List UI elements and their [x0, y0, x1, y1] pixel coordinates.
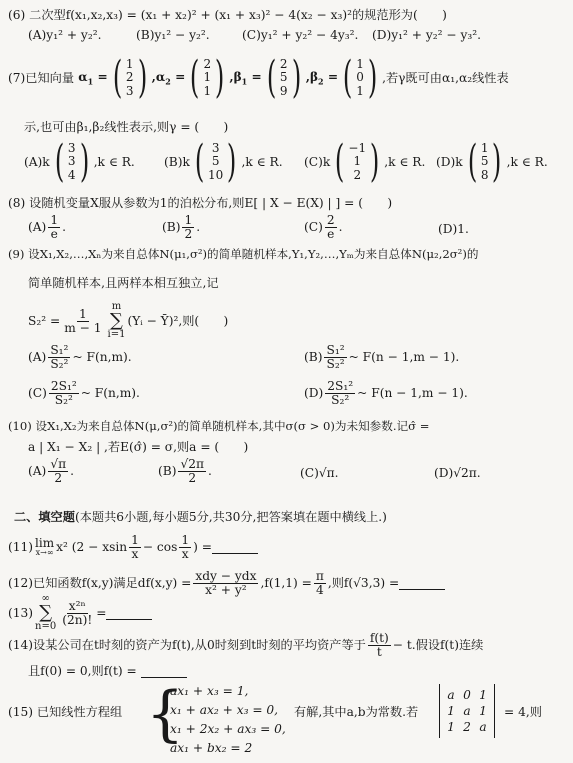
q11-number: (11) — [8, 540, 34, 555]
q12-stem: (12) 已知函数f(x,y)满足df(x,y) = $\frac{\text{xdy − ydx}}{\text{x² + y²}}$ ,f(1,1) = $\frac{\pi}{4}$ ,则f(√3,3) = — [8, 570, 445, 597]
q7-stem: (7) 已知向量 $\alpha_1$ = ( 1 2 3 ) $,\alpha_2$ = ( 2 1 1 ) $,\beta_1$ = ( 2 5 9 ) $,\beta_2$ = ( 1 0 1 ) ,若γ既可由α₁,α₂线性表 — [8, 52, 509, 103]
q15-text-mid: 有解,其中a,b为常数.若 — [294, 705, 419, 719]
q10-stem — [8, 420, 429, 433]
q15-equation-1: ax₁ + x₃ = 1, — [170, 684, 249, 698]
q9-option-c: (C) $\frac{\text{2S₁²}}{\text{S₂²}}$ ~ F(n,m). — [28, 379, 140, 407]
q14-stem: (14) 设某公司在t时刻的资产为f(t),从0时刻到t时刻的平均资产等于 $\frac{f(t)}{t}$ − t.假设f(t)连续 — [8, 631, 484, 659]
q6-stem — [8, 8, 447, 22]
q10-option-a: (A) $\frac{√\pi}{2}$ . — [28, 457, 74, 485]
q9-stem — [8, 248, 478, 261]
q15-equation-4: ax₁ + bx₂ = 2 — [170, 740, 253, 755]
q8-options — [28, 214, 568, 246]
q9-text: 设X₁,X₂,…,Xₙ为来自总体N(μ₁,σ²)的简单随机样本,Y₁,Y₂,…,Yₘ为来自总体N(μ₂,2σ²)的 — [28, 247, 479, 261]
q7-text-line2: 示,也可由β₁,β₂线性表示,则γ = ( ) — [24, 120, 229, 134]
q8-stem — [8, 196, 392, 210]
q7-beta2-vector: ( 1 0 1 ) — [342, 52, 378, 103]
q11-answer-blank — [212, 541, 258, 554]
q7-options — [24, 136, 569, 192]
q8-text: 设随机变量X服从参数为1的泊松分布,则E[ | X − E(X) | ] = ( ) — [29, 196, 393, 210]
q6-option-a: (A)y₁² + y₂². — [28, 28, 102, 42]
q6-option-c: (C)y₁² + y₂² − 4y₃². — [242, 28, 359, 42]
q9-option-a: (A) $\frac{\text{S₁²}}{\text{S₂²}}$ ~ F(n,m). — [28, 343, 132, 371]
q15-equation-3: x₁ + 2x₂ + ax₃ = 0, — [170, 721, 286, 736]
q8-number: (8) — [8, 196, 26, 210]
section-header — [14, 510, 387, 524]
q13-number: (13) — [8, 605, 34, 620]
q14-number: (14) — [8, 638, 34, 653]
q10-option-d: (D)√2π. — [434, 466, 481, 480]
q14-answer-blank — [141, 665, 187, 678]
q6-text: 二次型f(x₁,x₂,x₃) = (x₁ + x₂)² + (x₁ + x₃)² − 4(x₂ − x₃)²的规范形为( ) — [29, 8, 447, 22]
section-title: 二、填空题 — [14, 510, 75, 524]
q7-beta1-vector: ( 2 5 9 ) — [266, 52, 301, 103]
q9-text-line2: 简单随机样本,且两样本相互独立,记 — [28, 276, 219, 290]
q12-number: (12) — [8, 576, 34, 591]
q9-number: (9) — [8, 247, 25, 261]
q12-answer-blank — [399, 577, 445, 590]
q7-text-post: ,若γ既可由α₁,α₂线性表 — [382, 70, 509, 85]
q15-system — [170, 682, 286, 758]
q6-number: (6) — [8, 8, 26, 22]
q15-equation-2: x₁ + ax₂ + x₃ = 0, — [170, 702, 279, 717]
q7-alpha1-vector: ( 1 2 3 ) — [112, 52, 147, 103]
q13-stem: (13) ∞ ∑ n=0 $\frac{\text{x²ⁿ}}{(2n)!}$ = — [8, 594, 152, 632]
q8-option-c: (C) $\frac{2}{e}$ . — [304, 213, 343, 241]
q9-option-d: (D) $\frac{\text{2S₁²}}{\text{S₂²}}$ ~ F(n − 1,m − 1). — [304, 379, 468, 407]
q7-alpha2-vector: ( 2 1 1 ) — [190, 52, 225, 103]
q7-option-b: (B)k ( 3 5 10 ) ,k ∈ R. — [164, 136, 283, 187]
q7-option-a: (A)k ( 3 3 4 ) ,k ∈ R. — [24, 136, 135, 187]
q8-option-d: (D)1. — [438, 222, 469, 236]
q15-label — [8, 705, 122, 719]
q10-text-line2: a | X₁ − X₂ | ,若E(σ̂) = σ,则a = ( ) — [28, 440, 249, 454]
q10-text: 设X₁,X₂为来自总体N(μ,σ²)的简单随机样本,其中σ(σ > 0)为未知参数.记σ̂ = — [35, 419, 430, 433]
q10-number: (10) — [8, 419, 32, 433]
q13-answer-blank — [106, 607, 152, 620]
q15-number: (15) — [8, 705, 34, 719]
q15-brace: { — [146, 679, 185, 749]
section-description: (本题共6小题,每小题5分,共30分,把答案填在题中横线上.) — [74, 510, 387, 524]
q15-text-pre: 已知线性方程组 — [36, 705, 123, 719]
q8-option-a: (A) $\frac{1}{e}$ . — [28, 213, 66, 241]
q10-options — [28, 458, 568, 490]
q6-option-d: (D)y₁² + y₂² − y₃². — [372, 28, 482, 42]
q9-options — [28, 344, 568, 424]
q7-option-c: (C)k ( −1 1 2 ) ,k ∈ R. — [304, 136, 426, 187]
q15-determinant: a 0 1 1 a 1 1 2 a — [436, 684, 498, 738]
q15-text-post: = 4,则 — [504, 705, 542, 719]
q10-option-b: (B) $\frac{√2\pi}{2}$ . — [158, 457, 212, 485]
q7-text-pre: 已知向量 — [25, 70, 75, 85]
q9-s2-definition: S₂² = $\frac{1}{m - 1}$ m ∑ i=1 (Yᵢ − Ȳ)²,则( ) — [28, 301, 229, 340]
q7-number: (7) — [8, 70, 26, 85]
q10-option-c: (C)√π. — [300, 466, 339, 480]
q14-line2: 且f(0) = 0,则f(t) = — [28, 664, 187, 678]
q7-option-d: (D)k ( 1 5 8 ) ,k ∈ R. — [436, 136, 548, 187]
q9-option-b: (B) $\frac{\text{S₁²}}{\text{S₂²}}$ ~ F(n − 1,m − 1). — [304, 343, 460, 371]
q8-option-b: (B) $\frac{1}{2}$ . — [162, 213, 201, 241]
q11-stem: (11) lim x→∞ x² (2 − xsin $\frac{1}{x}$ − cos $\frac{1}{x}$ ) = — [8, 534, 258, 561]
q6-option-b: (B)y₁² − y₂². — [136, 28, 210, 42]
